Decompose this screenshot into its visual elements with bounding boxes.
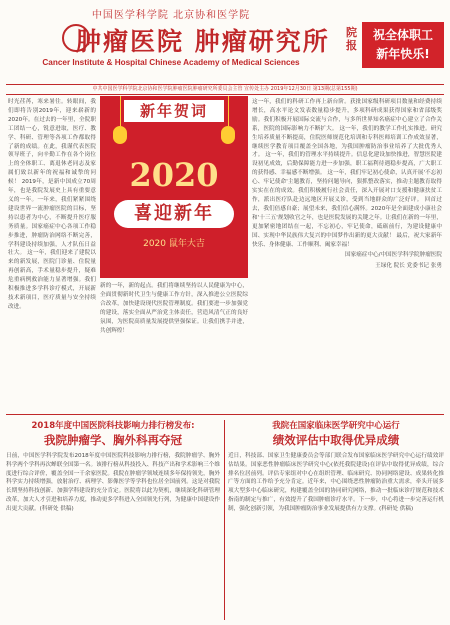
right-column [252, 98, 442, 410]
banner-year: 2020 [129, 156, 219, 194]
signature-names: 王绿化 院长 党委书记 张勇 [375, 263, 442, 270]
masthead-english: Cancer Institute & Hospital Chinese Academy of Medical Sciences [42, 58, 300, 67]
banner-greeting: 喜迎新年 [114, 200, 234, 228]
article-left-headline: 我院肿瘤学、胸外科再夺冠 [44, 433, 182, 447]
column-divider [224, 420, 225, 620]
article-right-headline: 绩效评估中取得优异成绩 [272, 433, 400, 447]
vertical-badge: 院报 [346, 26, 357, 52]
section-divider [6, 414, 444, 415]
signature-org: 国家癌症中心/中国医学科学院肿瘤医院 [345, 252, 442, 259]
greeting-box [362, 22, 444, 68]
article-left [6, 420, 220, 620]
greeting-line2: 新年快乐! [376, 47, 430, 61]
lantern-string [228, 96, 229, 126]
right-column-text: 这一年，我们的科研工作再上新台阶。获批国家级科研项目数量和经费持续增长，高水平论文发表数量稳步提升，多项科研成果获得国家和省部级奖励。我们积极开展国际交流与合作，与多所世界知名癌症中心建立了合作关系，医院的国际影响力不断扩大。 这一年，我们的教学工作扎实推进。研究生培养质量不断提高，住院医师规范化培训和专科医师培训工作成效显著，继续医学教育项目覆盖全国各地，为我国肿瘤防治事业培养了大批优秀人才。 这一年，我们的管理水平持续提升。信息化建设加快推进，智慧医院建设初见成效，后勤保障能力进一步加强，职工福利待遇稳步提高，广大职工的获得感、幸福感不断增强。 这一年，我们牢记初心使命，认真开展'不忘初心、牢记使命'主题教育，坚持问题导向，狠抓整改落实，推动主题教育取得实实在在的成效。我们积极履行社会责任，深入开展对口支援和健康扶贫工作，派出医疗队赴边远地区开展义诊，受到当地群众的广泛好评。 回首过去，我们倍感自豪；展望未来，我们信心满怀。2020年是全面建成小康社会和'十三五'规划收官之年，也是医院发展的关键之年。让我们在新的一年里，更加紧密地团结在一起，不忘初心，牢记使命，砥砺前行，为建设健康中国、实现中华民族伟大复兴的中国梦作出新的更大贡献！ 最后，祝大家新年快乐、身体健康、工作顺利、阖家幸福！ [252, 99, 442, 248]
article-right-body: 近日，科技部、国家卫生健康委员会等部门联合发布国家临床医学研究中心运行绩效评估结果。国家恶性肿瘤临床医学研究中心(依托我院建设)在评估中取得优异成绩，综合排名位居前列。评估专家组对中心在组织管理、临床研究、协同网络建设、成果转化推广等方面的工作给予充分肯定。近年来，中心围绕恶性肿瘤防治重大需求，牵头开展多项大型多中心临床研究，构建覆盖全国的协同研究网络，推动一批临床诊疗规范和技术指南的制定与推广，有效提升了我国肿瘤诊疗水平。下一步，中心将进一步完善运行机制，强化创新引领，为我国肿瘤防治事业发展提供有力支撑。(科研处 供稿) [228, 453, 444, 512]
lantern-icon [221, 126, 235, 144]
left-column-text: 时光荏苒，寒来暑往。转眼间，我们即将告别2019年，迎来崭新的2020年。在过去的一年里，全院职工团结一心，锐意进取，医疗、教学、科研、管理等各项工作都取得了新的成绩。在此，我谨代表医院领导班子，向辛勤工作在各个岗位上的全体职工、离退休老同志及家属们致以新年的祝福和诚挚的问候！ 2019年，是新中国成立70周年，也是我院发展史上具有重要意义的一年。一年来，我们紧紧围绕建设世界一流肿瘤医院的目标，坚持以患者为中心，不断提升医疗服务质量。国家癌症中心各项工作稳步推进，肿瘤防治网络不断完善，学科建设持续加强，人才队伍日益壮大。 这一年，我们迎来了建院以来的新发展，医院门诊量、住院量再创新高，手术量稳步提升，疑难危重病例救治能力显著增强。我们积极推进多学科诊疗模式，开展新技术新项目，医疗质量与安全持续改进。 [8, 99, 96, 310]
article-left-body: 日前，中国医学科学院发布2018年度中国医院科技影响力排行榜，我院肿瘤学、胸外科学两个学科再次蝉联全国第一名。该排行榜从科技投入、科技产出和学术影响三个维度进行综合评价，覆盖全国一千余家医院。我院在肿瘤学领域连续多年保持领先，胸外科学实力持续增强，放射治疗、病理学、影像医学等学科也位居全国前列。这是对我院长期坚持科技创新、加强学科建设的充分肯定。医院将以此为契机，继续深化科研管理改革，加大人才引进和培养力度，推动更多学科进入全国领先行列，为健康中国建设作出更大贡献。(科研处 供稿) [6, 453, 220, 512]
masthead-top-line: 中国医学科学院 北京协和医学院 [91, 10, 251, 21]
article-left-kicker: 2018年度中国医院科技影响力排行榜发布: [31, 421, 195, 431]
banner-subline: 2020 鼠年大吉 [143, 239, 205, 249]
article-right [228, 420, 444, 620]
article-right-kicker: 我院在国家临床医学研究中心运行 [272, 421, 400, 431]
center-column-text: 新的一年，新的起点。我们将继续坚持以人民健康为中心，全面贯彻新时代卫生与健康工作方针，深入推进公立医院综合改革，加快建设现代医院管理制度。我们要进一步加强党的建设，落实全面从严治党主体责任，营造风清气正的良好氛围，为医院高质量发展提供坚强保证。让我们携手并进，共创辉煌！ [100, 283, 248, 334]
banner-heading: 新年贺词 [124, 100, 224, 122]
lantern-string [120, 96, 121, 126]
publication-bar: 中共中国医学科学院北京协和医学院肿瘤医院肿瘤研究所委员会主管 宣传处主办 2019年12月30日 第13期(总第155期) [6, 84, 444, 95]
greeting-line1: 祝全体职工 [372, 28, 433, 42]
lantern-icon [113, 126, 127, 144]
new-year-banner [100, 96, 248, 278]
masthead [6, 0, 444, 84]
masthead-title: 肿瘤医院 肿瘤研究所 [76, 27, 330, 56]
